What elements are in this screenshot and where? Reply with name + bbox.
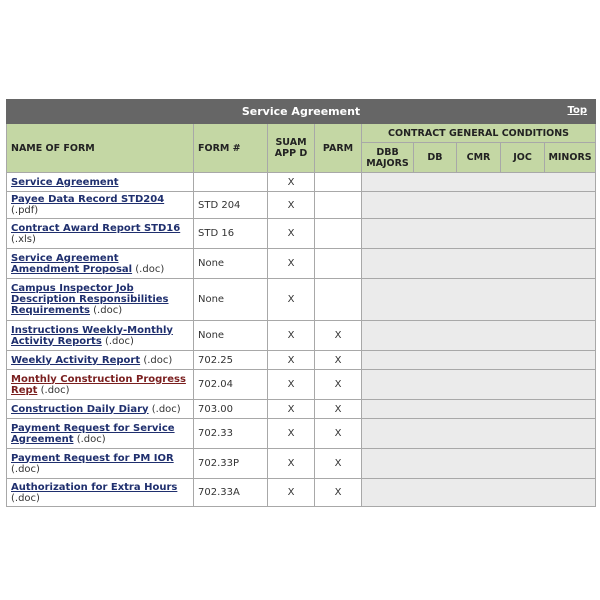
- parm-cell: X: [315, 449, 362, 479]
- form-name-cell: [7, 419, 194, 449]
- contract-conditions-cell: [362, 219, 596, 249]
- contract-conditions-cell: [362, 249, 596, 279]
- table-row: [7, 219, 596, 249]
- table-row: [7, 173, 596, 192]
- form-number-cell: 702.04: [194, 370, 268, 400]
- file-type: (.doc): [40, 384, 70, 396]
- parm-cell: [315, 173, 362, 192]
- form-link[interactable]: Payment Request for PM IOR: [11, 452, 174, 464]
- form-link[interactable]: Construction Daily Diary: [11, 403, 149, 415]
- form-link[interactable]: Instructions Weekly-Monthly Activity Reports: [11, 324, 173, 347]
- contract-conditions-cell: [362, 419, 596, 449]
- file-type: (.doc): [135, 263, 165, 275]
- file-type: (.doc): [143, 354, 173, 366]
- file-type: (.pdf): [11, 205, 39, 216]
- suam-cell: X: [268, 279, 315, 321]
- table-row: [7, 449, 596, 479]
- form-name-cell: [7, 351, 194, 370]
- form-number-cell: None: [194, 321, 268, 351]
- form-number-cell: STD 16: [194, 219, 268, 249]
- table-row: [7, 279, 596, 321]
- form-name-cell: [7, 370, 194, 400]
- table-row: [7, 400, 596, 419]
- form-number-cell: 702.33P: [194, 449, 268, 479]
- suam-cell: X: [268, 419, 315, 449]
- suam-cell: X: [268, 400, 315, 419]
- suam-line1: SUAM: [275, 137, 307, 148]
- column-header-name: NAME OF FORM: [7, 124, 194, 173]
- parm-cell: X: [315, 400, 362, 419]
- file-type: (.doc): [151, 403, 181, 415]
- contract-conditions-cell: [362, 400, 596, 419]
- column-header-joc: JOC: [501, 143, 545, 173]
- form-name-cell: [7, 479, 194, 507]
- form-number-cell: STD 204: [194, 192, 268, 219]
- suam-line2: APP D: [274, 148, 308, 159]
- form-name-cell: [7, 321, 194, 351]
- column-header-cmr: CMR: [457, 143, 501, 173]
- form-link[interactable]: Monthly Construction Progress Rept: [11, 373, 186, 396]
- form-link[interactable]: Authorization for Extra Hours: [11, 481, 178, 493]
- form-link[interactable]: Service Agreement: [11, 176, 119, 188]
- form-number-cell: None: [194, 249, 268, 279]
- contract-conditions-cell: [362, 321, 596, 351]
- file-type: (.doc): [93, 305, 123, 316]
- service-agreement-table-container: [6, 99, 595, 507]
- suam-cell: X: [268, 249, 315, 279]
- table-row: [7, 351, 596, 370]
- file-type: (.doc): [11, 463, 40, 475]
- form-number-cell: None: [194, 279, 268, 321]
- file-type: (.doc): [11, 492, 40, 504]
- form-number-cell: 702.25: [194, 351, 268, 370]
- dbb-line1: DBB: [376, 146, 399, 158]
- contract-conditions-cell: [362, 449, 596, 479]
- form-name-cell: [7, 173, 194, 192]
- parm-cell: [315, 249, 362, 279]
- form-link[interactable]: Contract Award Report STD16: [11, 222, 181, 234]
- top-link[interactable]: Top: [567, 105, 588, 116]
- file-type: (.doc): [76, 433, 106, 445]
- column-header-dbb: [362, 143, 414, 173]
- file-type: (.xls): [11, 233, 36, 245]
- suam-cell: X: [268, 351, 315, 370]
- form-number-cell: 702.33A: [194, 479, 268, 507]
- table-body: [7, 173, 596, 507]
- form-name-cell: [7, 449, 194, 479]
- form-link[interactable]: Service Agreement Amendment Proposal: [11, 252, 133, 275]
- column-header-group: CONTRACT GENERAL CONDITIONS: [362, 124, 596, 143]
- table-row: [7, 479, 596, 507]
- parm-cell: X: [315, 479, 362, 507]
- contract-conditions-cell: [362, 173, 596, 192]
- parm-cell: X: [315, 321, 362, 351]
- form-link[interactable]: Payee Data Record STD204: [11, 194, 165, 205]
- suam-cell: X: [268, 173, 315, 192]
- contract-conditions-cell: [362, 370, 596, 400]
- form-number-cell: [194, 173, 268, 192]
- column-header-parm: PARM: [315, 124, 362, 173]
- parm-cell: [315, 219, 362, 249]
- table-row: [7, 321, 596, 351]
- table-row: [7, 192, 596, 219]
- contract-conditions-cell: [362, 192, 596, 219]
- form-name-cell: [7, 192, 194, 219]
- parm-cell: X: [315, 419, 362, 449]
- form-number-cell: 703.00: [194, 400, 268, 419]
- form-link[interactable]: Campus Inspector Job Description Responsibilities Requirements: [11, 283, 169, 316]
- suam-cell: X: [268, 321, 315, 351]
- column-header-form: FORM #: [194, 124, 268, 173]
- suam-cell: X: [268, 219, 315, 249]
- service-agreement-table: [6, 99, 596, 507]
- parm-cell: X: [315, 351, 362, 370]
- parm-cell: [315, 192, 362, 219]
- table-title: Service Agreement: [241, 105, 361, 118]
- form-link[interactable]: Payment Request for Service Agreement: [11, 422, 175, 445]
- form-number-cell: 702.33: [194, 419, 268, 449]
- parm-cell: X: [315, 370, 362, 400]
- form-name-cell: [7, 400, 194, 419]
- suam-cell: X: [268, 370, 315, 400]
- parm-cell: [315, 279, 362, 321]
- table-title-bar: [7, 100, 596, 124]
- contract-conditions-cell: [362, 479, 596, 507]
- contract-conditions-cell: [362, 279, 596, 321]
- suam-cell: X: [268, 449, 315, 479]
- form-link[interactable]: Weekly Activity Report: [11, 354, 141, 366]
- contract-conditions-cell: [362, 351, 596, 370]
- column-header-minors: MINORS: [545, 143, 596, 173]
- suam-cell: X: [268, 192, 315, 219]
- table-row: [7, 249, 596, 279]
- form-name-cell: [7, 249, 194, 279]
- column-header-db: DB: [414, 143, 457, 173]
- form-name-cell: [7, 219, 194, 249]
- form-name-cell: [7, 279, 194, 321]
- table-row: [7, 419, 596, 449]
- file-type: (.doc): [104, 335, 134, 347]
- suam-cell: X: [268, 479, 315, 507]
- table-row: [7, 370, 596, 400]
- dbb-line2: MAJORS: [366, 157, 409, 169]
- column-header-suam: [268, 124, 315, 173]
